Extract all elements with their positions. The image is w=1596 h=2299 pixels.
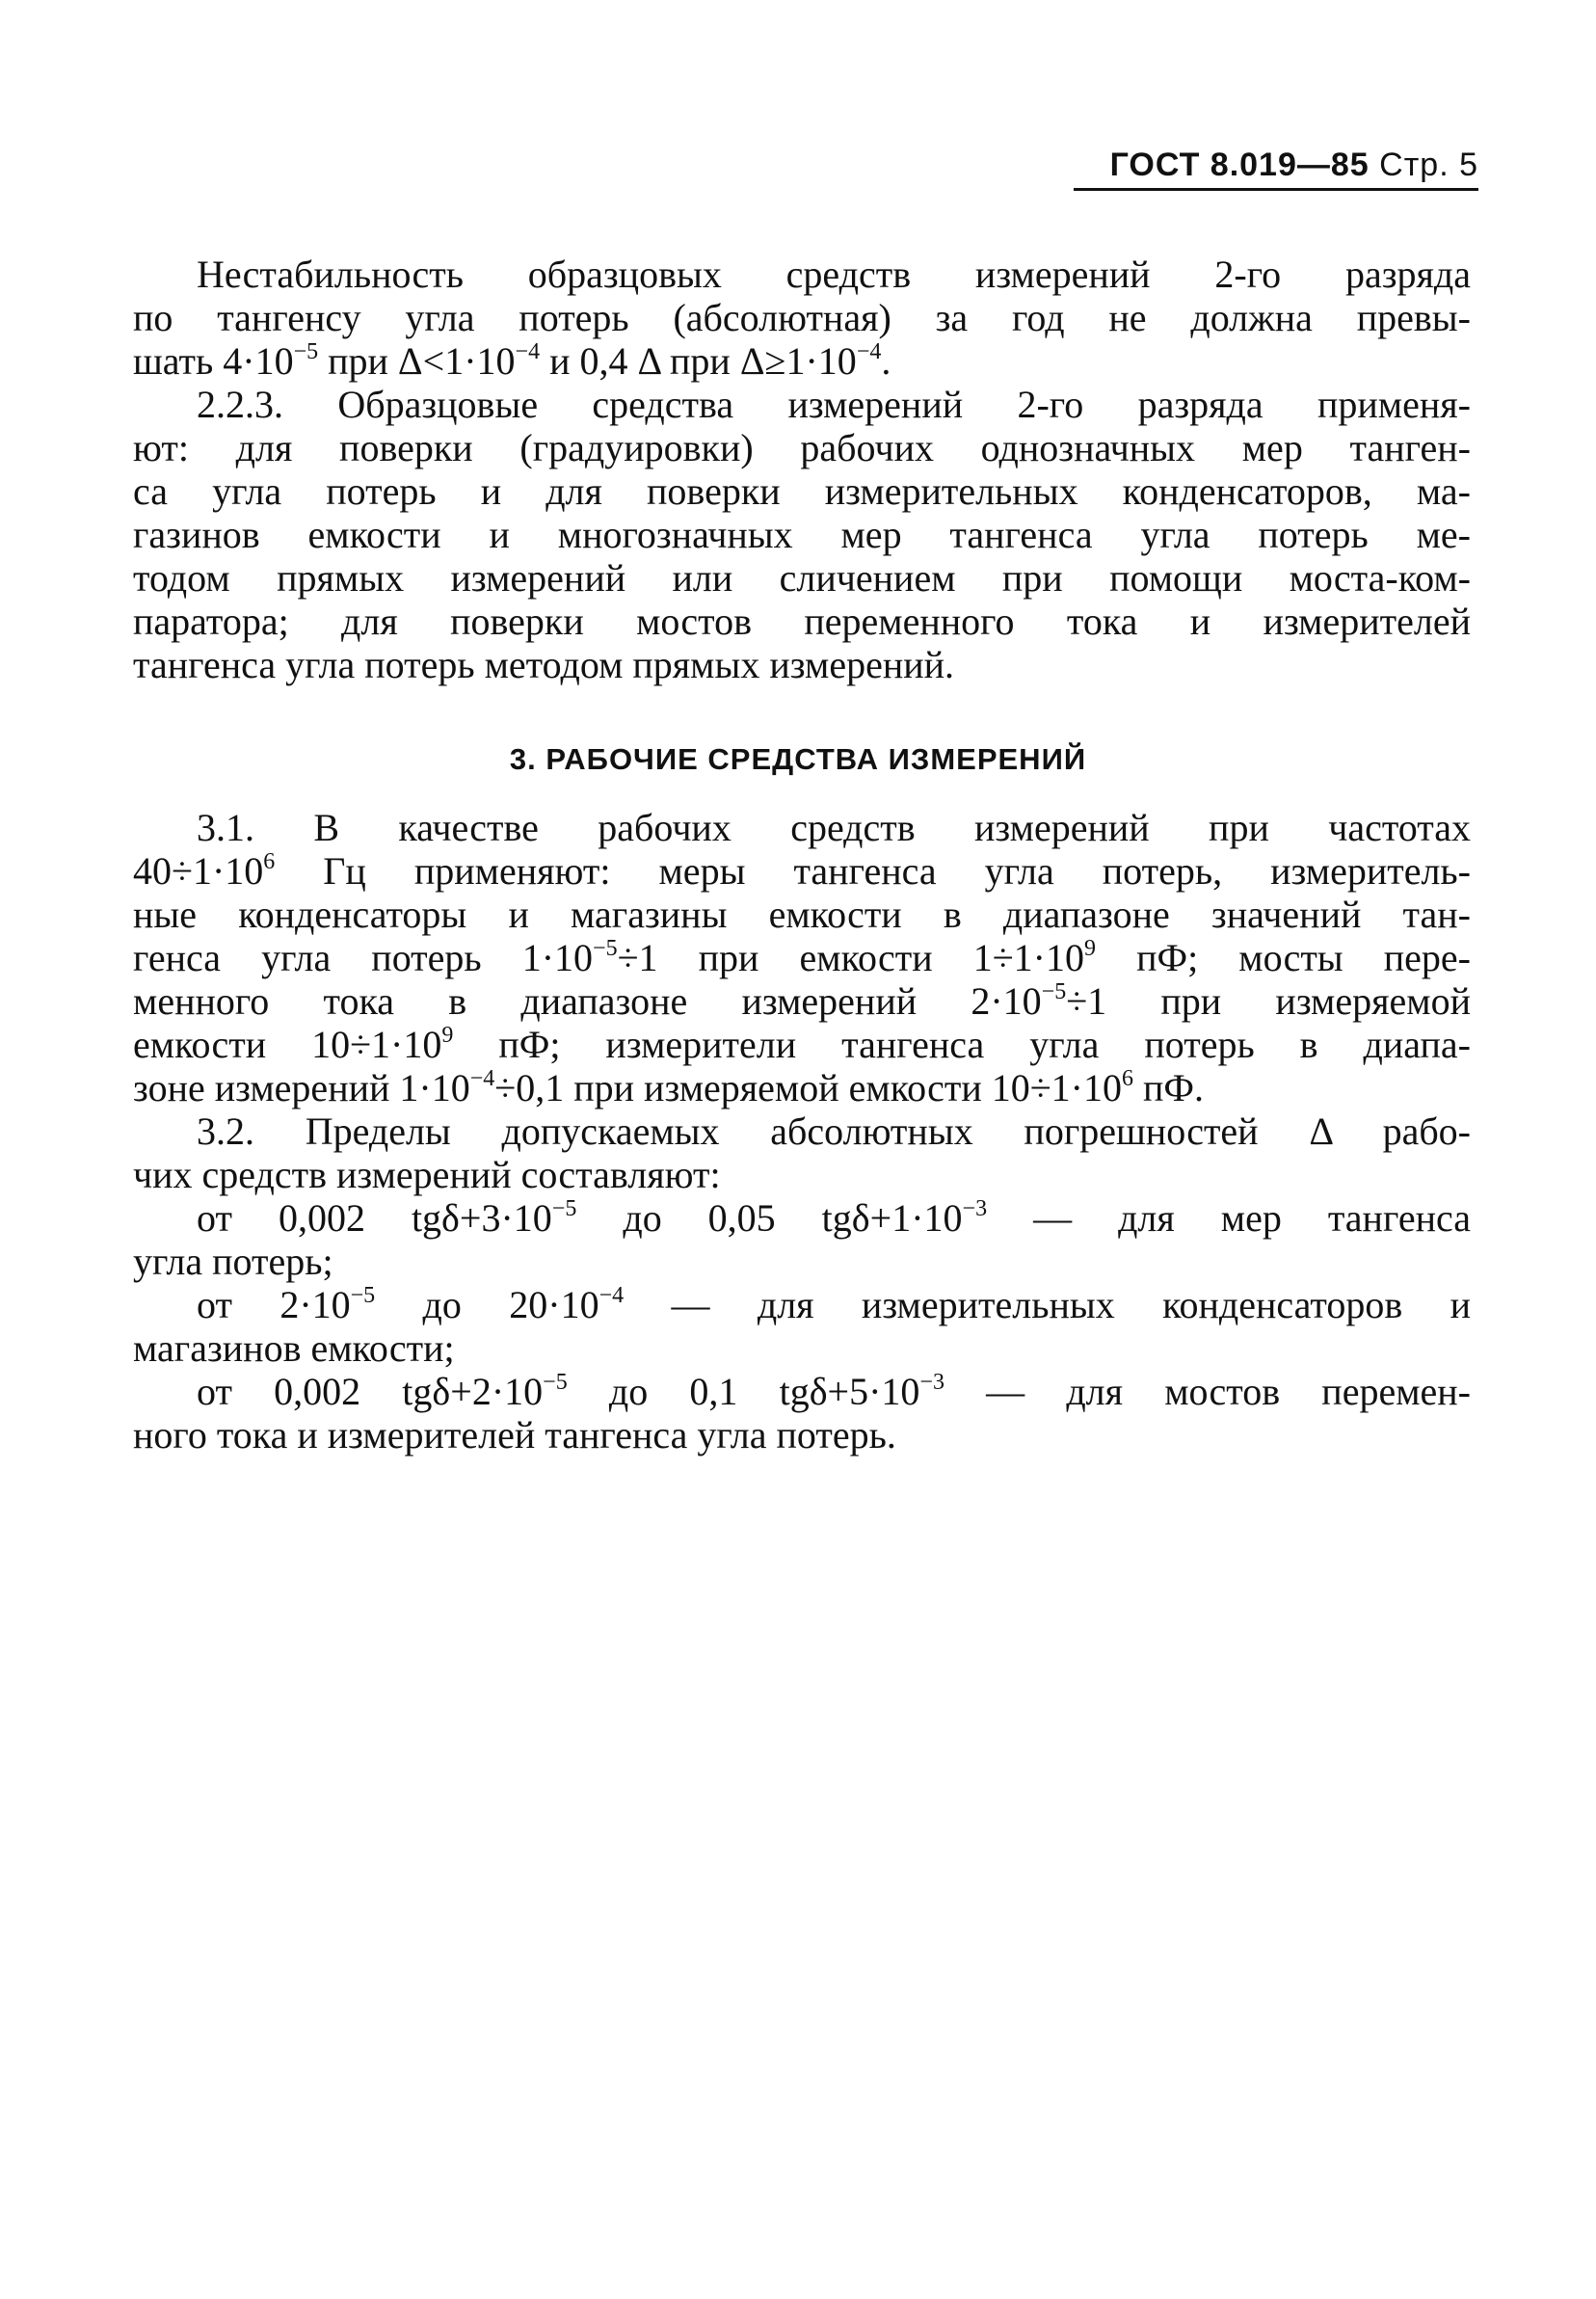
text-line: от $2\cdot 10^{-5}$ до $20\cdot 10^{-4}$ — для измерительных конденсаторов и [197,1283,1471,1326]
text-line: угла потерь; [133,1240,333,1283]
paragraph-instability [133,253,1471,383]
text-line: магазинов емкости; [133,1326,455,1370]
text-line: тангенса угла потерь методом прямых измерений. [133,643,955,686]
text-line: генса угла потерь $1\cdot 10^{-5}\div 1$ при емкости $1\div 1\cdot 10^9$ пФ; мосты пере- [133,936,1471,979]
text-block-section3 [133,806,1471,1457]
paragraph-3-1 [133,806,1471,1109]
text-line: по тангенсу угла потерь (абсолютная) за год не должна превы- [133,296,1471,339]
text-line: 3.2. Пределы допускаемых абсолютных погрешностей Δ рабо- [197,1109,1471,1153]
text-line: паратора; для поверки мостов переменного тока и измерителей [133,600,1471,643]
list-item [133,1370,1471,1457]
text-line: $40\div 1\cdot 10^6$ Гц применяют: меры тангенса угла потерь, измеритель- [133,849,1471,893]
text-line: тодом прямых измерений или сличением при помощи моста-ком- [133,556,1471,600]
text-line: от 0,002 $tg\delta+2\cdot 10^{-5}$ до 0,1 $tg\delta+5\cdot 10^{-3}$ — для мостов перемен- [197,1370,1471,1413]
text-line: 3.1. В качестве рабочих средств измерений при частотах [197,806,1471,849]
text-line: зоне измерений $1\cdot 10^{-4}\div 0,1$ при измеряемой емкости $10\div 1\cdot 10^6$ пФ. [133,1066,1205,1109]
page-header [1074,147,1478,191]
section-heading: 3. РАБОЧИЕ СРЕДСТВА ИЗМЕРЕНИЙ [509,742,1087,776]
text-line: ные конденсаторы и магазины емкости в диапазоне значений тан- [133,893,1471,936]
text-line: чих средств измерений составляют: [133,1153,721,1196]
text-line: менного тока в диапазоне измерений $2\cdot 10^{-5}\div 1$ при измеряемой [133,979,1471,1023]
text-line: газинов емкости и многозначных мер тангенса угла потерь ме- [133,513,1471,556]
text-line: са угла потерь и для поверки измерительных конденсаторов, ма- [133,469,1471,513]
text-line: шать $4\cdot 10^{-5}$ при $\Delta<1\cdot 10^{-4}$ и 0,4 Δ при $\Delta\ge 1\cdot 10^{-4}$. [133,339,891,383]
paragraph-2-2-3 [133,383,1471,686]
list-item [133,1196,1471,1283]
page-number: Стр. 5 [1379,147,1478,183]
text-line: ного тока и измерителей тангенса угла потерь. [133,1413,896,1457]
text-line: от 0,002 $tg\delta+3\cdot 10^{-5}$ до 0,05 $tg\delta+1\cdot 10^{-3}$ — для мер тангенса [197,1196,1471,1240]
document-code: ГОСТ 8.019—85 [1109,147,1370,183]
text-line: Нестабильность образцовых средств измерений 2-го разряда [197,253,1471,296]
text-block-top [133,253,1471,686]
text-line: 2.2.3. Образцовые средства измерений 2-го разряда применя- [197,383,1471,426]
text-line: ют: для поверки (градуировки) рабочих однозначных мер танген- [133,426,1471,469]
paragraph-3-2 [133,1109,1471,1196]
list-item [133,1283,1471,1370]
text-line: емкости $10\div 1\cdot 10^9$ пФ; измерители тангенса угла потерь в диапа- [133,1023,1471,1066]
